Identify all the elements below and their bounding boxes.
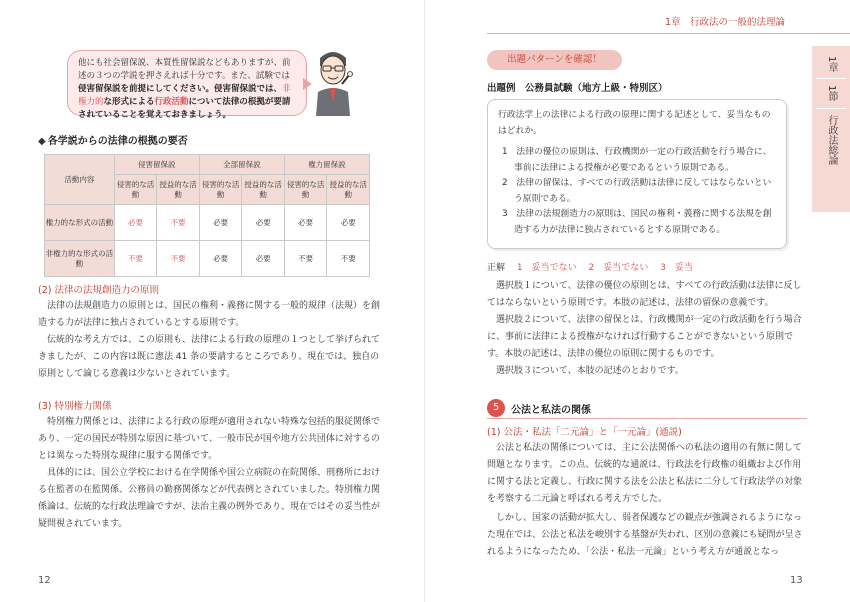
table-cell: 不要 (157, 205, 200, 241)
section-heading-text: 各学説からの法律の根拠の要否 (47, 136, 188, 147)
paragraph: 具体的には、国公立学校における在学関係や国公立病院の在院関係、刑務所における在監者の在監関係、公務員の勤務関係などが代表例とされていました。特別権力関係論は、伝統的な行政法理論ですが、法治主義の例外であり、現在ではその妥当性が疑問視されています。 (38, 468, 381, 529)
option-3: 3 法律の法規創造力の原則は、国民の権利・義務に関する法規を創造する力が法律に独占されているとする原則である。 (502, 209, 772, 235)
speech-bubble (67, 50, 307, 120)
tab-divider (816, 78, 846, 79)
bubble-text-4: 非権力的 (78, 84, 291, 107)
table-subheader: 授益的な活動 (327, 175, 370, 205)
section-5-heading (487, 397, 807, 419)
table-cell: 必要 (242, 205, 285, 241)
table-cell: 不要 (157, 241, 200, 277)
subsection-heading: (1) 公法・私法「二元論」と「一元論」(通説) (487, 427, 682, 438)
option-1: 1 法律の優位の原則は、行政機関が一定の行政活動を行う場合に、事前に法律による授権が必要であるという原則である。 (502, 147, 772, 173)
bubble-text-3: 。侵害留保説では、 (205, 84, 283, 94)
law-basis-table (44, 154, 370, 277)
answer-2: 2 妥当でない (588, 263, 649, 273)
bubble-text-5: な形式による (103, 97, 155, 107)
table-subheader: 侵害的な活動 (199, 175, 242, 205)
table-cell: 必要 (114, 205, 157, 241)
paragraph: 公法と私法の関係については、主に公法関係への私法の適用の有無に関して問題となります。この点、伝統的な通説は、行政法を行政権の組織および作用に関する法と定義し、行政に関する法を公法と私法に二分して行政法学の対象を考察する二元論と呼ばれる考え方でした。 (487, 443, 803, 504)
table-subheader: 授益的な活動 (157, 175, 200, 205)
right-page (425, 0, 850, 602)
explanation-1: 選択肢１について、法律の優位の原則とは、すべての行政活動は法律に反してはならないという原則です。本肢の記述は、法律の留保の意義です。 (487, 281, 802, 308)
paragraph: しかし、国家の活動が拡大し、弱者保護などの観点が強調されるようになった現在では、公法と私法を峻別する基盤が失われ、区別の意義にも疑問が呈されるようになったため、「公法・私法一元論」という考え方が通説となっ (487, 513, 803, 557)
bubble-text-2: 侵害留保説を前提にしてください (78, 84, 206, 94)
section-title: 行政法総論 (826, 114, 837, 165)
table-cell: 必要 (284, 205, 327, 241)
table-group-header: 侵害留保説 (114, 155, 199, 175)
explanation-2: 選択肢２について、法律の留保とは、行政機関が一定の行政活動を行う場合に、事前に法律による授権がなければ行動することができないという原則です。本肢の記述は、法律の優位の原則に関するものです。 (487, 315, 802, 359)
chapter-tab (812, 46, 850, 212)
table-row (45, 205, 370, 241)
table-cell: 必要 (199, 205, 242, 241)
table-cell: 必要 (327, 205, 370, 241)
bubble-text-7: について (188, 97, 223, 107)
bubble-text-6: 行政活動 (154, 97, 189, 107)
table-group-header: 全部留保説 (199, 155, 284, 175)
diamond-icon: ◆ (38, 136, 46, 147)
section-label: 1節 (826, 85, 837, 102)
table-cell: 不要 (327, 241, 370, 277)
exam-source: 出題例 公務員試験（地方上級・特別区） (487, 83, 668, 94)
explanation-3: 選択肢３について、本肢の記述のとおりです。 (496, 366, 684, 376)
table-row-header-label: 活動内容 (45, 155, 115, 205)
answer-3: 3 妥当 (660, 263, 693, 273)
chapter-label: 1章 (826, 56, 837, 73)
table-cell: 不要 (284, 241, 327, 277)
answer-label: 正解 (487, 263, 506, 273)
paragraph: 特別権力関係とは、法律による行政の原理が適用されない特殊な包括的服従関係であり、一定の国民が特別な原因に基づいて、一般市民が国や地方公共団体に対するのとは異なった特別な規律に服する関係です。 (38, 417, 381, 461)
running-header: 1章 行政法の一般的法理論 (665, 17, 786, 28)
table-row-label: 非権力的な形式の活動 (45, 241, 115, 277)
question-box (487, 99, 787, 249)
table-cell: 必要 (242, 241, 285, 277)
bubble-text-8: 法律の根拠が要請されていることを覚えておきましょう。 (78, 97, 291, 120)
paragraph: 伝統的な考え方では、この原則も、法律による行政の原理の１つとして挙げられてきましたが、この内容は既に憲法 41 条の要請するところであり、現在では、独自の原則として論じる意義は少ないとされています。 (38, 335, 381, 379)
tab-divider (816, 108, 846, 109)
answer-line (487, 260, 693, 273)
table-subheader: 侵害的な活動 (284, 175, 327, 205)
question-text: 行政法学上の法律による行政の原理に関する記述として、妥当なものはどれか。 (498, 110, 771, 136)
teacher-avatar-icon (312, 44, 354, 116)
subsection-heading-3: (3) 特別権力関係 (38, 401, 112, 412)
section-heading (38, 132, 188, 147)
header-rule (487, 33, 850, 34)
table-cell: 不要 (114, 241, 157, 277)
pattern-banner: 出題パターンを確認！ (487, 50, 622, 70)
table-row (45, 241, 370, 277)
table-cell: 必要 (199, 241, 242, 277)
table-group-header: 権力留保説 (284, 155, 369, 175)
section-title-text: 公法と私法の関係 (511, 405, 591, 416)
page-number: 12 (38, 575, 51, 586)
table-subheader: 侵害的な活動 (114, 175, 157, 205)
table-row-label: 権力的な形式の活動 (45, 205, 115, 241)
page-number: 13 (790, 575, 803, 586)
section-number-badge: 5 (487, 399, 505, 417)
paragraph: 法律の法規創造力の原則とは、国民の権利・義務に関する一般的規律（法規）を創造する力が法律に独占されているとする原則です。 (38, 301, 381, 328)
option-2: 2 法律の留保は、すべての行政活動は法律に反してはならないという原則である。 (502, 178, 772, 204)
subsection-heading-2: (2) 法律の法規創造力の原則 (38, 285, 159, 296)
bubble-text-1: 他にも社会留保説、本質性留保説などもありますが、前述の３つの学説を押さえれば十分です。また、試験では (78, 58, 291, 81)
bubble-tail (303, 78, 312, 90)
answer-1: 1 妥当でない (516, 263, 577, 273)
table-subheader: 授益的な活動 (242, 175, 285, 205)
